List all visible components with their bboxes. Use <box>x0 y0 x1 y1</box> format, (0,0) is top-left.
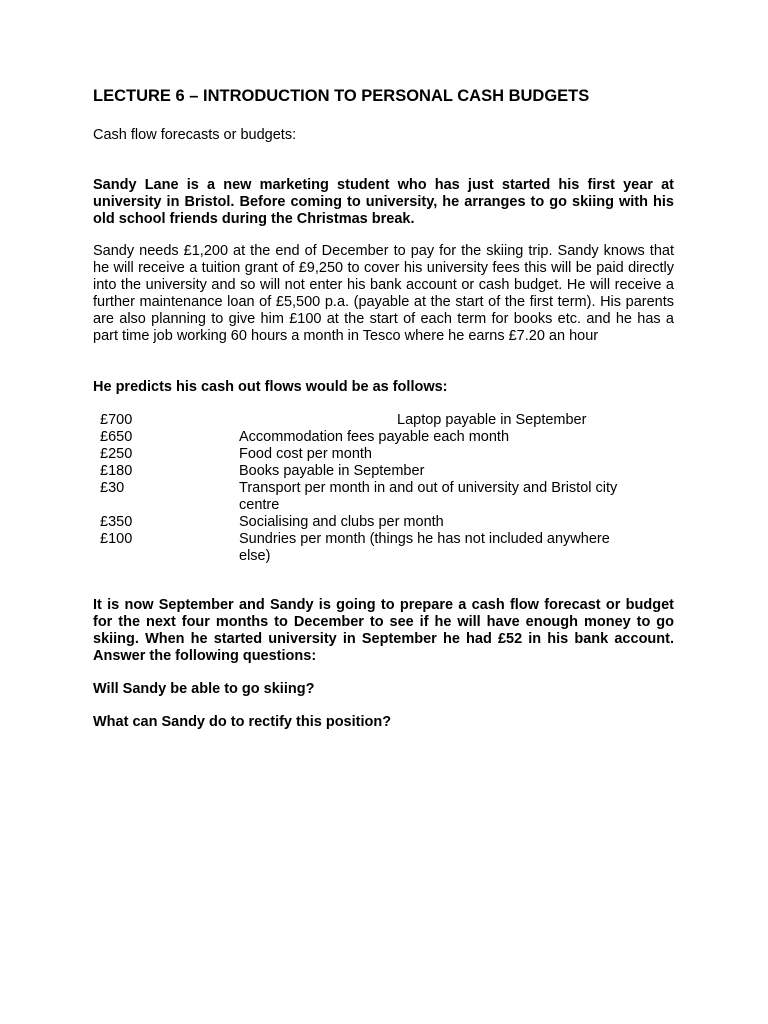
outflow-row <box>100 480 674 514</box>
outflow-row <box>100 463 674 480</box>
outflows-heading: He predicts his cash out flows would be as follows: <box>93 379 448 395</box>
outflow-row <box>100 531 674 565</box>
outflow-row <box>100 412 674 429</box>
outflow-amount: £350 <box>100 514 133 530</box>
outflow-description: Socialising and clubs per month <box>239 514 444 530</box>
outflow-description: Laptop payable in September <box>397 412 587 428</box>
outflow-row <box>100 446 674 463</box>
outflow-amount: £700 <box>100 412 133 428</box>
outflow-amount: £100 <box>100 531 133 547</box>
outflow-description: Food cost per month <box>239 446 372 462</box>
outflow-amount: £30 <box>100 480 125 496</box>
outflow-row <box>100 429 674 446</box>
intro-paragraph: Sandy Lane is a new marketing student who has just started his first year at university in Bristol. Before coming to university, he arranges to go skiing with his old school friends during the Christmas break. <box>93 177 674 227</box>
details-paragraph: Sandy needs £1,200 at the end of December to pay for the skiing trip. Sandy knows that he will receive a tuition grant of £9,250 to cover his university fees this will be paid directly into the university and so will not enter his bank account or cash budget. He will receive a further maintenance loan of £5,500 p.a. (payable at the start of the first term). His parents are also planning to give him £100 at the start of each term for books etc. and he has a part time job working 60 hours a month in Tesco where he earns £7.20 an hour <box>93 243 674 344</box>
outflow-amount: £250 <box>100 446 133 462</box>
outflow-description: Books payable in September <box>239 463 425 479</box>
task-paragraph: It is now September and Sandy is going to prepare a cash flow forecast or budget for the next four months to December to see if he will have enough money to go skiing. When he started university in September he had £52 in his bank account. Answer the following questions: <box>93 597 674 664</box>
outflow-description: Accommodation fees payable each month <box>239 429 510 445</box>
question-1: Will Sandy be able to go skiing? <box>93 681 315 697</box>
outflow-amount: £180 <box>100 463 133 479</box>
question-2: What can Sandy do to rectify this position? <box>93 714 392 730</box>
outflows-list <box>100 412 674 565</box>
document-subtitle: Cash flow forecasts or budgets: <box>93 127 297 143</box>
outflow-description: Transport per month in and out of university and Bristol city centre <box>239 480 618 513</box>
outflow-amount: £650 <box>100 429 133 445</box>
outflow-description: Sundries per month (things he has not included anywhere else) <box>239 531 610 564</box>
document-title: LECTURE 6 – INTRODUCTION TO PERSONAL CASH BUDGETS <box>93 87 590 105</box>
outflow-row <box>100 514 674 531</box>
